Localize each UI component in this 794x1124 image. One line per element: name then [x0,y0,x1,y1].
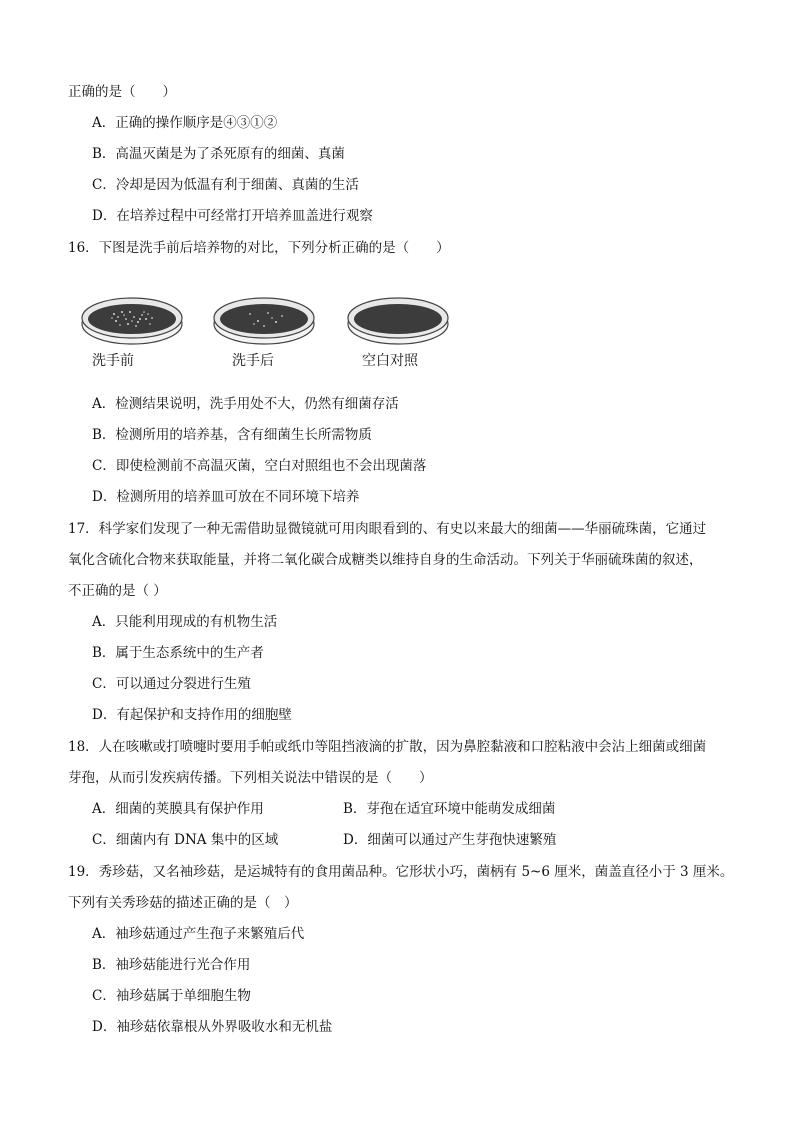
q17-option-b: B．属于生态系统中的生产者 [92,645,264,661]
petri-dish-blank-control [348,298,448,344]
q18-stem-line-2: 芽孢，从而引发疾病传播。下列相关说法中错误的是（ ） [68,770,433,786]
petri-dish-figure [80,288,460,378]
q19-option-d: D．袖珍菇依靠根从外界吸收水和无机盐 [92,1019,333,1035]
label-before-washing: 洗手前 [92,353,134,369]
q19-stem-line-1: 19．秀珍菇，又名袖珍菇，是运城特有的食用菌品种。它形状小巧，菌柄有 5~6 厘米，菌盖直径小于 3 厘米。 [68,864,734,880]
q18-stem-line-1: 18．人在咳嗽或打喷嚏时要用手帕或纸巾等阻挡液滴的扩散，因为鼻腔黏液和口腔粘液中会沾上细菌或细菌 [68,739,707,755]
q17-stem-line-1: 17．科学家们发现了一种无需借助显微镜就可用肉眼看到的、有史以来最大的细菌——华丽硫珠菌，它通过 [68,521,707,537]
q18-option-b: B．芽孢在适宜环境中能萌发成细菌 [343,801,556,817]
q16-option-b: B．检测所用的培养基，含有细菌生长所需物质 [92,427,372,443]
petri-dish-illustration [80,288,460,348]
q16-stem: 16．下图是洗手前后培养物的对比，下列分析正确的是（ ） [68,240,450,256]
q15-option-c: C．冷却是因为低温有利于细菌、真菌的生活 [92,177,359,193]
q18-option-a: A．细菌的荚膜具有保护作用 [92,801,264,817]
q16-option-a: A．检测结果说明，洗手用处不大，仍然有细菌存活 [92,396,399,412]
q16-option-d: D．检测所用的培养皿可放在不同环境下培养 [92,489,360,505]
q19-option-c: C．袖珍菇属于单细胞生物 [92,988,251,1004]
label-after-washing: 洗手后 [232,353,274,369]
q16-option-c: C．即使检测前不高温灭菌，空白对照组也不会出现菌落 [92,458,427,474]
q18-option-c: C．细菌内有 DNA 集中的区域 [92,832,279,848]
q19-option-b: B．袖珍菇能进行光合作用 [92,957,251,973]
petri-dish-after-washing [214,298,314,344]
q19-stem-line-2: 下列有关秀珍菇的描述正确的是（ ） [68,895,298,911]
q15-option-d: D．在培养过程中可经常打开培养皿盖进行观察 [92,208,373,224]
q17-option-a: A．只能利用现成的有机物生活 [92,614,278,630]
q17-option-c: C．可以通过分裂进行生殖 [92,676,251,692]
q15-stem-tail: 正确的是（ ） [68,84,176,100]
label-blank-control: 空白对照 [362,353,418,369]
q18-option-d: D．细菌可以通过产生芽孢快速繁殖 [343,832,557,848]
q19-option-a: A．袖珍菇通过产生孢子来繁殖后代 [92,926,305,942]
petri-dish-before-washing [82,298,182,344]
q17-stem-line-2: 氧化含硫化合物来获取能量，并将二氧化碳合成糖类以维持自身的生命活动。下列关于华丽硫珠菌的叙述， [68,552,703,568]
q17-option-d: D．有起保护和支持作用的细胞壁 [92,707,292,723]
q15-option-a: A．正确的操作顺序是④③①② [92,115,278,131]
q15-option-b: B．高温灭菌是为了杀死原有的细菌、真菌 [92,146,345,162]
q17-stem-line-3: 不正确的是（ ） [68,583,167,599]
